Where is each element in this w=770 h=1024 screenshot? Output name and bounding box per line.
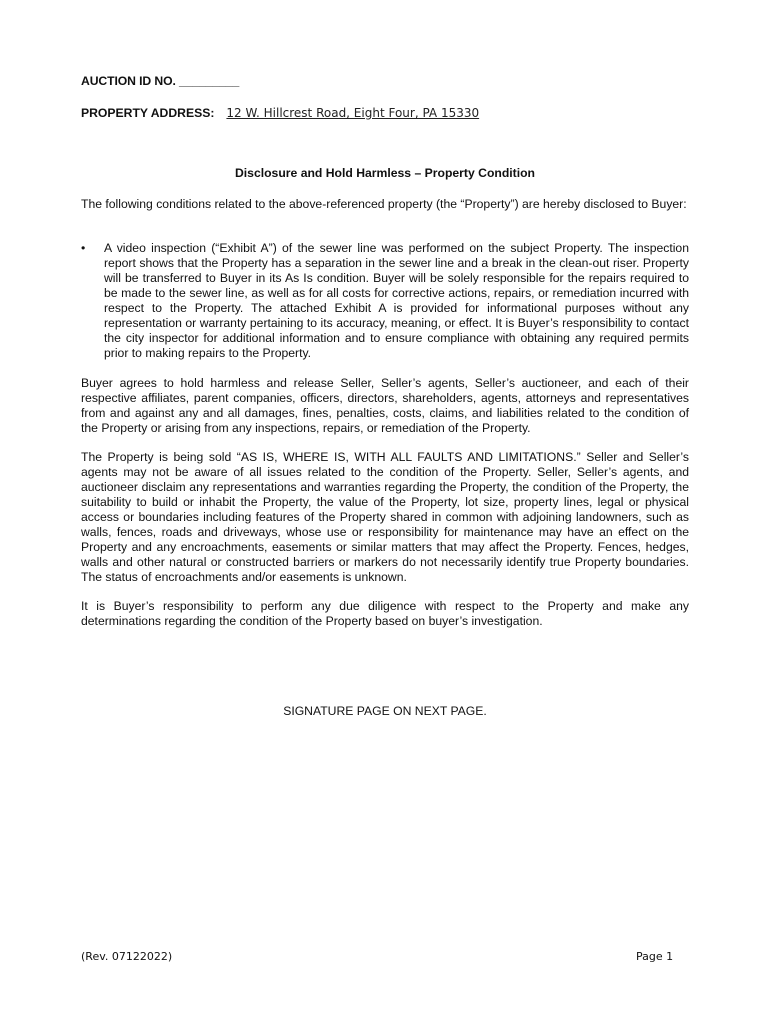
bullet-list-item [81, 241, 689, 361]
bullet-text: A video inspection (“Exhibit A”) of the sewer line was performed on the subject Property. The inspection report shows that the Property has a separation in the sewer line and a break in the clean-out riser. Property will be transferred to Buyer in its As Is condition. Buyer will be solely responsible for the repairs required to be made to the sewer line, as well as for all costs for corrective actions, repairs, or remediation incurred with respect to the Property. The attached Exhibit A is provided for informational purposes without any representation or warranty pertaining to its accuracy, meaning, or effect. It is Buyer’s responsibility to contact the city inspector for additional information and to ensure compliance with obtaining any required permits prior to making repairs to the Property. [104, 241, 689, 360]
property-address-line [81, 106, 479, 120]
hold-harmless-paragraph: Buyer agrees to hold harmless and release Seller, Seller’s agents, Seller’s auctioneer, and each of their respective affiliates, parent companies, officers, directors, shareholders, agents, attorneys and representatives from and against any and all damages, fines, penalties, costs, claims, and liabilities related to the condition of the Property or arising from any inspections, repairs, or remediation of the Property. [81, 376, 689, 435]
footer-revision: (Rev. 07122022) [81, 950, 173, 963]
as-is-paragraph: The Property is being sold “AS IS, WHERE IS, WITH ALL FAULTS AND LIMITATIONS.” Seller and Seller’s agents may not be aware of all issues related to the condition of the Property. Seller, Seller’s agents, and auctioneer disclaim any representations and warranties regarding the Property, the condition of the Property, the suitability to build or inhabit the Property, the value of the Property, lot size, property lines, legal or physical access or boundaries including features of the Property shared in common with adjoining landowners, such as walls, fences, roads and driveways, whose use or responsibility for maintenance may have an effect on the Property and any encroachments, easements or similar matters that may affect the Property. Fences, hedges, walls and other natural or constructed barriers or markers do not necessarily identify true Property boundaries. The status of encroachments and/or easements is unknown. [81, 450, 689, 584]
bullet-marker: • [81, 241, 86, 255]
signature-page-note: SIGNATURE PAGE ON NEXT PAGE. [283, 704, 487, 718]
due-diligence-paragraph: It is Buyer’s responsibility to perform any due diligence with respect to the Property and make any determinations regarding the condition of the Property based on buyer’s investigation. [81, 599, 689, 628]
intro-paragraph: The following conditions related to the above-referenced property (the “Property”) are hereby disclosed to Buyer: [81, 197, 687, 211]
property-address-label: PROPERTY ADDRESS: [81, 106, 215, 120]
document-title: Disclosure and Hold Harmless – Property Condition [234, 166, 535, 180]
footer-page-number: Page 1 [636, 950, 674, 963]
property-address-value: 12 W. Hillcrest Road, Eight Four, PA 15330 [226, 106, 480, 120]
auction-id-line: AUCTION ID NO. _________ [81, 74, 240, 88]
